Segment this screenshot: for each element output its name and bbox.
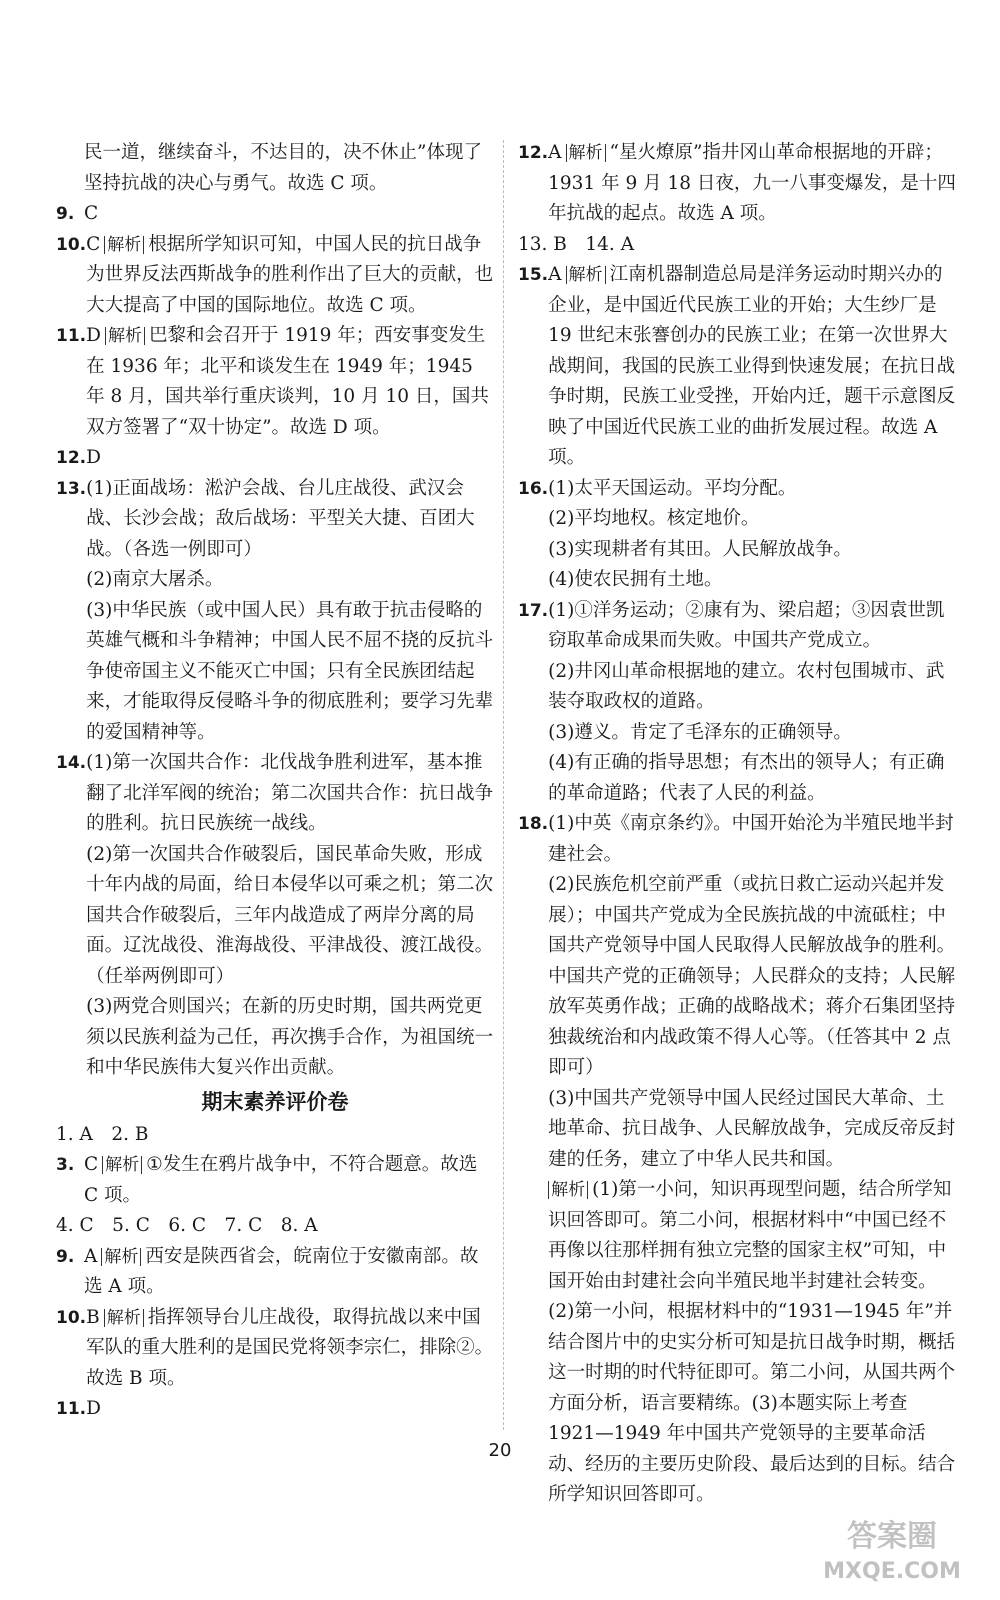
question-number: 12. — [56, 448, 87, 468]
right-column — [518, 138, 956, 1511]
question-number: 9. — [56, 1246, 75, 1267]
answer-10b — [56, 1303, 494, 1395]
analysis-text: 根据所学知识可知，中国人民的抗日战争为世界反法西斯战争的胜利作出了巨大的贡献，也大大提高了中国的国际地位。故选 C 项。 — [86, 233, 494, 316]
answer-choice: A — [548, 142, 562, 163]
watermark-title: 答案圈 — [847, 1519, 937, 1554]
watermark-url: MXQE.COM — [823, 1559, 961, 1584]
sub-answer-2: (2)平均地权。核定地价。 — [548, 508, 760, 529]
sub-answer-1: (1)太平天国运动。平均分配。 — [548, 477, 797, 499]
sub-answer-1: (1)第一次国共合作：北伐战争胜利进军，基本推翻了北洋军阀的统治；第二次国共合作：抗日战争的胜利。抗日民族统一战线。 — [86, 752, 494, 834]
analysis-tag: 解析 — [102, 1156, 142, 1174]
answer-choice: C — [84, 1154, 99, 1175]
analysis-tag: 解析 — [566, 266, 606, 284]
analysis-text: (1)第一小问，知识再现型问题，结合所学知识回答即可。第二小问，根据材料中“中国已经不再像以往那样拥有独立完整的国家主权”可知，中国开始由封建社会向半殖民地半封建社会转变。(2)第一小问，根据材料中的“1931—1945 年”并结合图片中的史实分析可知是抗日战争时期，概括这一时期的时代特征即可。第二小问，从国共两个方面分析，语言要精练。(3)本题实际上考查 1921—1949 年中国共产党领导的主要革命活动、经历的主要历史阶段、最后达到的目标。结合所学知识回答即可。 — [548, 1179, 956, 1505]
answer-13 — [56, 474, 494, 749]
column-divider — [503, 140, 504, 1430]
answer-14 — [56, 748, 494, 1084]
question-number: 12. — [518, 143, 549, 163]
answer-10 — [56, 230, 494, 322]
analysis-text: 西安是陕西省会，皖南位于安徽南部。故选 A 项。 — [84, 1245, 479, 1297]
sub-answer-1: (1)正面战场：淞沪会战、台儿庄战役、武汉会战、长沙会战；敌后战场：平型关大捷、百团大战。（各选一例即可） — [86, 477, 475, 560]
answer-3 — [56, 1150, 494, 1211]
sub-answer-3: (3)遵义。肯定了毛泽东的正确领导。 — [548, 721, 852, 743]
sub-answer-2: (2)第一次国共合作破裂后，国民革命失败，形成十年内战的局面，给日本侵华以可乘之机；第二次国共合作破裂后，三年内战造成了两岸分离的局面。辽沈战役、淮海战役、平津战役、渡江战役。（任举两例即可） — [86, 843, 494, 987]
analysis-tag: 解析 — [548, 1181, 588, 1199]
answer-text — [86, 321, 494, 443]
answer-4-8: 4. C 5. C 6. C 7. C 8. A — [56, 1215, 318, 1236]
answer-text: D — [86, 447, 101, 468]
answer-15 — [518, 260, 956, 474]
sub-answer-2: (2)南京大屠杀。 — [86, 569, 224, 590]
watermark-logo — [802, 1512, 982, 1586]
analysis-tag: 解析 — [101, 1248, 141, 1266]
analysis-text: 巴黎和会召开于 1919 年；西安事变发生在 1936 年；北平和谈发生在 1949 年；1945 年 8 月，国共举行重庆谈判，10 月 10 日，国共双方签署了“双十协定”。故选 D 项。 — [86, 325, 489, 438]
question-number: 16. — [518, 478, 549, 499]
answer-text — [84, 1150, 494, 1211]
analysis-tag: 解析 — [104, 236, 144, 254]
answer-text: C — [84, 203, 99, 224]
answer-17 — [518, 596, 956, 810]
sub-answer-1: (1)①洋务运动；②康有为、梁启超；③因袁世凯窃取革命成果而失败。中国共产党成立。 — [548, 599, 945, 651]
sub-answer-4: (4)有正确的指导思想；有杰出的领导人；有正确的革命道路；代表了人民的利益。 — [548, 752, 945, 804]
question-number: 9. — [56, 204, 75, 224]
question-number: 18. — [518, 814, 549, 834]
answer-12-right — [518, 138, 956, 230]
question-number: 14. — [56, 753, 87, 773]
question-number: 11. — [56, 326, 87, 346]
analysis-text: “星火燎原”指井冈山革命根据地的开辟；1931 年 9 月 18 日夜，九一八事变爆发，是十四年抗战的起点。故选 A 项。 — [548, 142, 956, 224]
question-number: 15. — [518, 265, 549, 285]
answer-text — [84, 1242, 494, 1303]
answer-1-2: 1. A 2. B — [56, 1123, 149, 1145]
answer-choice: C — [86, 233, 101, 255]
analysis-tag: 解析 — [105, 327, 145, 345]
answer-text: D — [86, 1398, 101, 1419]
question-number: 11. — [56, 1399, 87, 1419]
answer-choice: A — [548, 264, 562, 285]
sub-answer-1: (1)中英《南京条约》。中国开始沦为半殖民地半封建社会。 — [548, 813, 954, 865]
sub-answer-2: (2)民族危机空前严重（或抗日救亡运动兴起并发展）；中国共产党成为全民族抗战的中流砥柱；中国共产党领导中国人民取得人民解放战争的胜利。中国共产党的正确领导；人民群众的支持；人民解放军英勇作战；正确的战略战术；蒋介石集团坚持独裁统治和内战政策不得人心等。（任答其中 2 点即可） — [548, 874, 956, 1078]
page-number: 20 — [488, 1440, 512, 1461]
sub-answer-3: (3)两党合则国兴；在新的历史时期，国共两党更须以民族利益为己任，再次携手合作，为祖国统一和中华民族伟大复兴作出贡献。 — [86, 996, 494, 1078]
analysis-text: 指挥领导台儿庄战役，取得抗战以来中国军队的重大胜利的是国民党将领李宗仁，排除②。故选 B 项。 — [86, 1306, 494, 1389]
question-number: 17. — [518, 600, 549, 621]
sub-answer-3: (3)中华民族（或中国人民）具有敢于抗击侵略的英雄气概和斗争精神；中国人民不屈不挠的反抗斗争使帝国主义不能灭亡中国；只有全民族团结起来，才能取得反侵略斗争的彻底胜利；要学习先辈的爱国精神等。 — [86, 599, 494, 743]
sub-answer-3: (3)中国共产党领导中国人民经过国民大革命、土地革命、抗日战争、人民解放战争，完成反帝反封建的任务，建立了中华人民共和国。 — [548, 1087, 956, 1170]
left-column — [56, 138, 494, 1425]
analysis-tag: 解析 — [104, 1309, 144, 1327]
answer-16 — [518, 474, 956, 596]
answer-11b — [56, 1394, 494, 1425]
answer-choice: B — [86, 1306, 100, 1328]
sub-answer-3: (3)实现耕者有其田。人民解放战争。 — [548, 538, 852, 560]
analysis-text: 江南机器制造总局是洋务运动时期兴办的企业，是中国近代民族工业的开始；大生纱厂是 19 世纪末张謇创办的民族工业；在第一次世界大战期间，我国的民族工业得到快速发展；在抗日战争时期，民族工业受挫，开始内迁，题干示意图反映了中国近代民族工业的曲折发展过程。故选 A 项。 — [548, 264, 956, 468]
answer-text — [548, 260, 956, 474]
answer-text — [86, 230, 494, 322]
answer-13-14: 13. B 14. A — [518, 233, 635, 255]
continued-answer: 民一道，继续奋斗，不达目的，决不休止”体现了坚持抗战的决心与勇气。故选 C 项。 — [84, 142, 482, 194]
answer-choice: A — [84, 1245, 98, 1267]
answer-text — [548, 138, 956, 230]
analysis-text: ①发生在鸦片战争中，不符合题意。故选 C 项。 — [84, 1154, 478, 1206]
sub-answer-2: (2)井冈山革命根据地的建立。农村包围城市、武装夺取政权的道路。 — [548, 660, 945, 712]
answer-9b — [56, 1242, 494, 1303]
section-heading: 期末素养评价卷 — [201, 1089, 349, 1114]
question-number: 10. — [56, 1307, 87, 1328]
answer-choice: D — [86, 325, 101, 346]
analysis-tag: 解析 — [566, 144, 606, 162]
answer-text — [86, 1303, 494, 1395]
answer-12 — [56, 443, 494, 474]
question-number: 10. — [56, 234, 87, 255]
answer-18 — [518, 809, 956, 1511]
question-number: 13. — [56, 478, 87, 499]
answer-11 — [56, 321, 494, 443]
sub-answer-4: (4)使农民拥有土地。 — [548, 569, 723, 590]
question-number: 3. — [56, 1155, 75, 1175]
answer-9 — [56, 199, 494, 230]
